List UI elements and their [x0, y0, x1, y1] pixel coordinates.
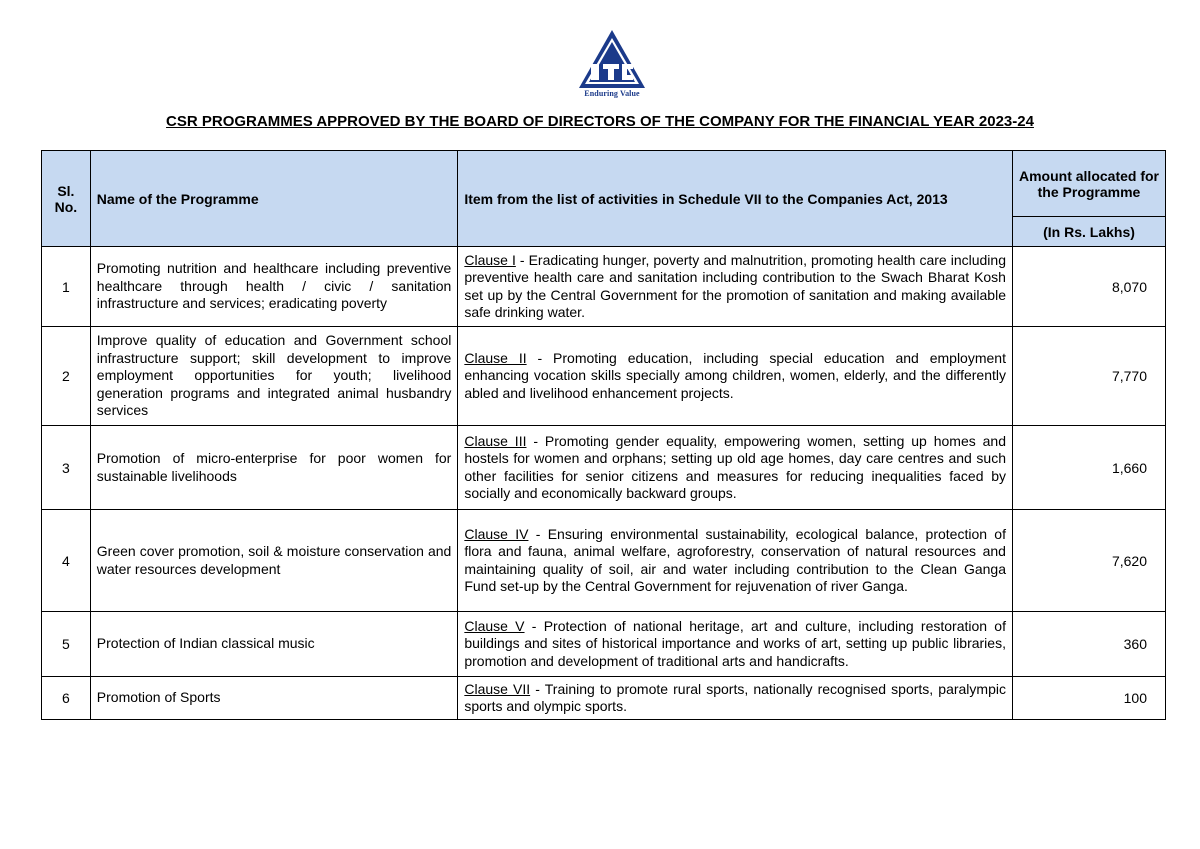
table-header-row — [42, 151, 1166, 217]
row-programme-name: Green cover promotion, soil & moisture conservation and water resources development — [90, 510, 458, 612]
table-row — [42, 510, 1166, 612]
company-logo — [576, 28, 648, 102]
header-amount-unit: (In Rs. Lakhs) — [1012, 217, 1165, 247]
row-programme-name: Promoting nutrition and healthcare including preventive healthcare through health / civic / sanitation infrastructure and services; eradicating poverty — [90, 247, 458, 327]
itc-logo-icon — [577, 28, 647, 90]
logo-tagline: Enduring Value — [584, 89, 640, 98]
clause-reference: Clause I — [464, 251, 516, 268]
row-programme-name: Protection of Indian classical music — [90, 612, 458, 677]
clause-reference: Clause III — [464, 432, 527, 449]
clause-description: - Training to promote rural sports, nationally recognised sports, paralympic sports and olympic sports. — [464, 680, 1006, 714]
row-programme-name: Promotion of micro-enterprise for poor women for sustainable livelihoods — [90, 426, 458, 510]
header-schedule-item: Item from the list of activities in Schedule VII to the Companies Act, 2013 — [458, 151, 1013, 247]
page-title: CSR PROGRAMMES APPROVED BY THE BOARD OF DIRECTORS OF THE COMPANY FOR THE FINANCIAL YEAR 2023-24 — [166, 113, 1034, 130]
clause-description: - Promoting education, including special education and employment enhancing vocation skills specially among children, women, elderly, and the differently abled and livelihood enhancement projects. — [464, 349, 1006, 401]
row-sl-no: 4 — [42, 510, 91, 612]
header-programme-name: Name of the Programme — [90, 151, 458, 247]
clause-description: - Eradicating hunger, poverty and malnutrition, promoting health care including preventive health care and sanitation including contribution to the Swach Bharat Kosh set up by the Central Government for the promotion of sanitation and making available safe drinking water. — [464, 251, 1006, 320]
row-sl-no: 3 — [42, 426, 91, 510]
table-row — [42, 247, 1166, 327]
row-schedule-item — [458, 426, 1013, 510]
table-row — [42, 612, 1166, 677]
row-schedule-item — [458, 677, 1013, 720]
row-programme-name: Improve quality of education and Government school infrastructure support; skill development to improve employment opportunities for youth; livelihood generation programs and integrated animal husbandry services — [90, 327, 458, 426]
clause-reference: Clause VII — [464, 680, 531, 697]
row-sl-no: 2 — [42, 327, 91, 426]
row-schedule-item — [458, 612, 1013, 677]
header-amount: Amount allocated for the Programme — [1012, 151, 1165, 217]
row-amount: 7,620 — [1012, 510, 1165, 612]
clause-reference: Clause V — [464, 617, 525, 634]
row-sl-no: 1 — [42, 247, 91, 327]
table-row — [42, 677, 1166, 720]
row-schedule-item — [458, 510, 1013, 612]
clause-description: - Ensuring environmental sustainability, ecological balance, protection of flora and fauna, animal welfare, agroforestry, conservation of natural resources and maintaining quality of soil, air and water including contribution to the Clean Ganga Fund set-up by the Central Government for rejuvenation of river Ganga. — [464, 525, 1006, 594]
header-sl-no: Sl. No. — [42, 151, 91, 247]
row-sl-no: 6 — [42, 677, 91, 720]
row-amount: 8,070 — [1012, 247, 1165, 327]
row-schedule-item — [458, 247, 1013, 327]
row-sl-no: 5 — [42, 612, 91, 677]
row-schedule-item — [458, 327, 1013, 426]
clause-description: - Promoting gender equality, empowering women, setting up homes and hostels for women and orphans; setting up old age homes, day care centres and such other facilities for senior citizens and measures for reducing inequalities faced by socially and economically backward groups. — [464, 432, 1006, 501]
row-amount: 7,770 — [1012, 327, 1165, 426]
clause-reference: Clause IV — [464, 525, 529, 542]
clause-description: - Protection of national heritage, art and culture, including restoration of buildings and sites of historical importance and works of art, setting up public libraries, promotion and development of traditional arts and handicrafts. — [464, 617, 1006, 669]
clause-reference: Clause II — [464, 349, 527, 366]
csr-programmes-table — [41, 150, 1166, 720]
table-row — [42, 327, 1166, 426]
table-row — [42, 426, 1166, 510]
row-programme-name: Promotion of Sports — [90, 677, 458, 720]
row-amount: 1,660 — [1012, 426, 1165, 510]
row-amount: 100 — [1012, 677, 1165, 720]
row-amount: 360 — [1012, 612, 1165, 677]
